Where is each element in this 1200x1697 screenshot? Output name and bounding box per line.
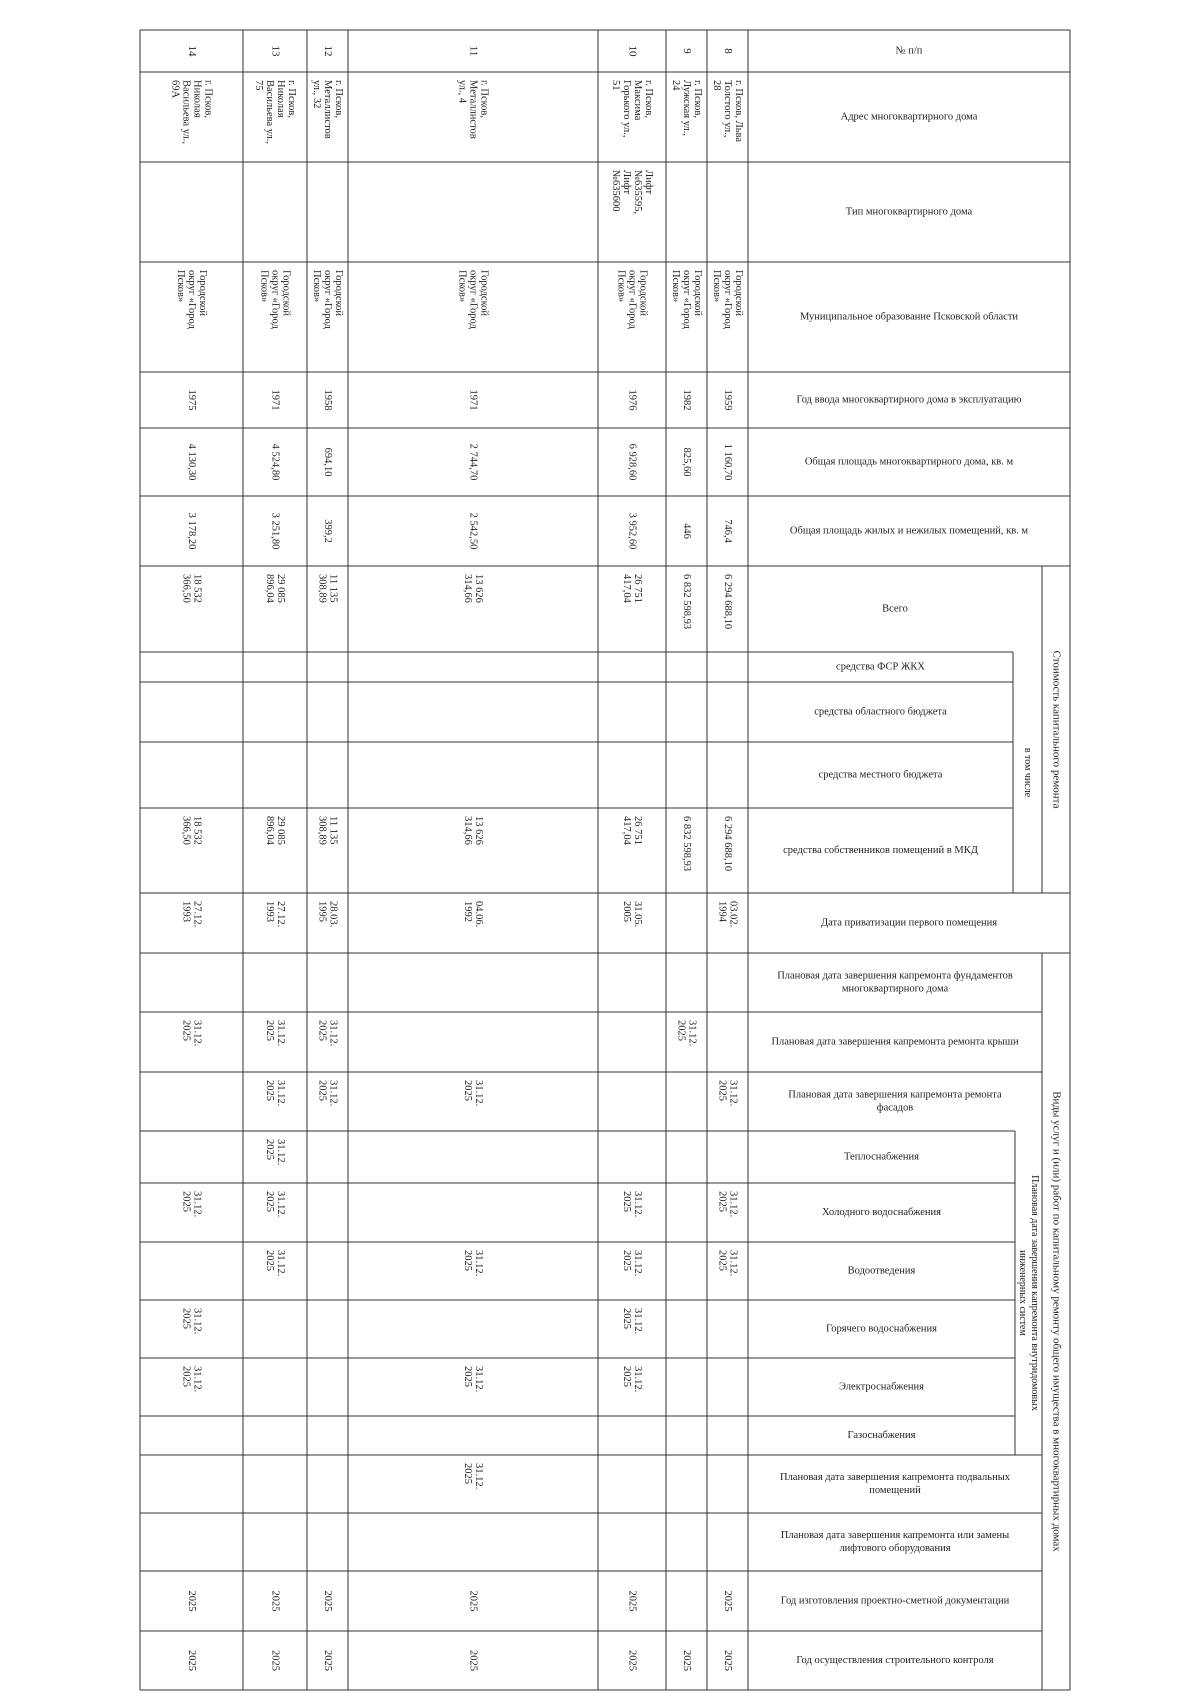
cell-privatization: 2005 [621, 901, 633, 922]
cell-sewage: 31.12. [275, 1250, 287, 1277]
cell-address: Металлистов [322, 80, 334, 139]
cell-heating: 31.12. [275, 1139, 287, 1166]
header-type: Тип многоквартирного дома [845, 206, 973, 218]
cell-basement: 2025 [462, 1463, 474, 1484]
cell-design-year: 2025 [269, 1590, 281, 1612]
cell-municipality: Псков» [670, 270, 682, 303]
cell-municipality: Псков» [615, 270, 627, 303]
cell-premises-area: 3 178,20 [186, 512, 198, 550]
header-address: Адрес многоквартирного дома [840, 111, 978, 123]
cell-year-built: 1971 [467, 389, 479, 411]
cell-control-year: 2025 [269, 1650, 281, 1671]
header-fund-regional: средства областного бюджета [814, 706, 947, 718]
cell-electricity: 31.12. [473, 1366, 485, 1393]
cell-design-year: 2025 [186, 1590, 198, 1612]
cell-privatization: 1993 [264, 901, 276, 922]
cell-cold-water: 2025 [264, 1191, 276, 1212]
cell-municipality: Городской [478, 270, 490, 317]
cell-municipality: Городской [197, 270, 209, 317]
cell-cold-water: 31.12. [275, 1191, 287, 1218]
header-foundation: многоквартирного дома [841, 983, 949, 995]
cell-address: г. Псков, [478, 80, 490, 119]
cell-cost-total: 26 751 [632, 574, 644, 603]
cell-cost-total: 896,04 [264, 574, 276, 603]
cell-address: г. Псков, [333, 80, 345, 119]
cell-address: Лужская ул., [681, 80, 693, 137]
cell-roof: 2025 [264, 1020, 276, 1041]
cell-address: 28 [711, 80, 723, 91]
cell-design-year: 2025 [467, 1590, 479, 1612]
cell-municipality: Городской [280, 270, 292, 317]
cell-facade: 31.12. [473, 1080, 485, 1107]
cell-total-area: 2 744,70 [467, 443, 479, 481]
cell-address: Николая [275, 80, 287, 118]
cell-sewage: 2025 [462, 1250, 474, 1271]
cell-sewage: 31.12. [473, 1250, 485, 1277]
cell-roof: 2025 [316, 1020, 328, 1041]
header-facade: фасадов [876, 1102, 914, 1114]
cell-privatization: 1995 [316, 901, 328, 922]
cell-municipality: Городской [637, 270, 649, 317]
cell-address: 51 [610, 80, 622, 91]
cell-fund-owners: 29 085 [275, 816, 287, 845]
cell-fund-owners: 896,04 [264, 816, 276, 845]
cell-fund-owners: 6 832 598,93 [681, 816, 693, 872]
cell-roof: 31.12. [686, 1020, 698, 1047]
cell-cold-water: 2025 [716, 1191, 728, 1212]
cell-total-area: 4 130,30 [186, 443, 198, 481]
cell-premises-area: 3 251,80 [269, 512, 281, 550]
cell-address: Васильева ул., [264, 80, 276, 145]
cell-electricity: 31.12. [191, 1366, 203, 1393]
cell-facade: 2025 [462, 1080, 474, 1101]
row-number: 8 [721, 48, 734, 54]
cell-municipality: округ «Город [722, 270, 734, 329]
cell-fund-owners: 314,66 [462, 816, 474, 845]
header-gas: Газоснабжения [847, 1429, 916, 1441]
cell-facade: 31.12. [275, 1080, 287, 1107]
row-number: 10 [626, 45, 639, 57]
cell-design-year: 2025 [626, 1590, 638, 1612]
header-heating: Теплоснабжения [844, 1151, 919, 1163]
cell-privatization: 31.05. [632, 901, 644, 928]
cell-cost-total: 29 085 [275, 574, 287, 603]
cell-fund-owners: 308,89 [316, 816, 328, 845]
cell-year-built: 1975 [186, 389, 198, 411]
header-year-built: Год ввода многоквартирного дома в эксплуатацию [796, 394, 1022, 406]
cell-municipality: Городской [733, 270, 745, 317]
header-fund-local: средства местного бюджета [818, 769, 943, 781]
cell-control-year: 2025 [467, 1650, 479, 1671]
cell-address: г. Псков, [286, 80, 298, 119]
header-design-year: Год изготовления проектно-сметной документации [780, 1595, 1010, 1607]
cell-roof: 31.12. [191, 1020, 203, 1047]
cell-cold-water: 2025 [180, 1191, 192, 1212]
header-electricity: Электроснабжения [839, 1381, 924, 1393]
header-control-year: Год осуществления строительного контроля [796, 1654, 994, 1666]
cell-municipality: округ «Город [322, 270, 334, 329]
cell-electricity: 2025 [621, 1366, 633, 1387]
cell-year-built: 1959 [722, 389, 734, 411]
cell-cost-total: 417,04 [621, 574, 633, 603]
row-number: 11 [467, 45, 480, 57]
cell-address: г. Псков, [643, 80, 655, 119]
cell-address: Горького ул., [621, 80, 633, 138]
cell-premises-area: 399,2 [322, 519, 334, 543]
cell-address: 69А [169, 80, 181, 99]
cell-facade: 2025 [264, 1080, 276, 1101]
cell-facade: 2025 [316, 1080, 328, 1101]
cell-municipality: округ «Город [467, 270, 479, 329]
cell-municipality: Псков» [258, 270, 270, 303]
cell-address: ул., 32 [311, 80, 323, 109]
cell-address: Васильева ул., [180, 80, 192, 145]
cell-cost-total: 314,66 [462, 574, 474, 603]
cell-privatization: 27.12. [275, 901, 287, 928]
header-works-group: Виды услуг и (или) работ по капитальному ремонту общего имущества в многоквартирных домах [1050, 1091, 1063, 1552]
cell-cost-total: 11 135 [327, 574, 339, 603]
cell-basement: 31.12. [473, 1463, 485, 1490]
cell-control-year: 2025 [322, 1650, 334, 1671]
cell-roof: 2025 [675, 1020, 687, 1041]
cell-municipality: округ «Город [269, 270, 281, 329]
cell-type: №635600 [610, 170, 622, 212]
cell-cold-water: 31.12. [727, 1191, 739, 1218]
cell-hot-water: 2025 [621, 1308, 633, 1329]
header-fund-fsr: средства ФСР ЖКХ [836, 661, 925, 673]
cell-fund-owners: 26 751 [632, 816, 644, 845]
header-num: № п/п [895, 45, 923, 57]
cell-facade: 31.12. [727, 1080, 739, 1107]
header-cold-water: Холодного водоснабжения [822, 1206, 941, 1218]
cell-heating: 2025 [264, 1139, 276, 1160]
cell-cost-total: 18 532 [191, 574, 203, 603]
cell-address: ул., 4 [456, 80, 468, 104]
cell-premises-area: 446 [681, 523, 693, 539]
row-number: 9 [680, 48, 693, 54]
cell-address: Николая [191, 80, 203, 118]
cell-municipality: Городской [692, 270, 704, 317]
cell-type: №635595, [632, 170, 644, 215]
row-number: 13 [269, 45, 282, 57]
cell-privatization: 03.02. [727, 901, 739, 928]
header-cost-total: Всего [882, 603, 908, 615]
cell-total-area: 825,60 [681, 447, 693, 477]
cell-design-year: 2025 [322, 1590, 334, 1612]
cell-control-year: 2025 [681, 1650, 693, 1671]
cell-municipality: Городской [333, 270, 345, 317]
cell-privatization: 1992 [462, 901, 474, 922]
cell-address: г. Псков, Льва [733, 80, 745, 143]
cell-total-area: 6 928,60 [626, 443, 638, 481]
header-basement: Плановая дата завершения капремонта подвальных [779, 1471, 1011, 1483]
cell-privatization: 04.06. [473, 901, 485, 928]
header-sewage: Водоотведения [847, 1265, 916, 1277]
cell-type: Лифт [621, 170, 633, 195]
cell-cost-total: 13 626 [473, 574, 485, 603]
cell-privatization: 27.12. [191, 901, 203, 928]
cell-total-area: 4 524,80 [269, 443, 281, 481]
cell-total-area: 694,10 [322, 447, 334, 477]
cell-cost-total: 6 832 598,93 [681, 574, 693, 630]
cell-municipality: округ «Город [681, 270, 693, 329]
cell-address: 75 [253, 80, 265, 91]
header-total-area: Общая площадь многоквартирного дома, кв. м [804, 456, 1014, 468]
cell-privatization: 1994 [716, 901, 728, 922]
header-municipality: Муниципальное образование Псковской области [799, 311, 1019, 323]
cell-privatization: 1993 [180, 901, 192, 922]
cell-premises-area: 3 952,60 [626, 512, 638, 550]
cell-municipality: округ «Город [626, 270, 638, 329]
cell-cold-water: 2025 [621, 1191, 633, 1212]
cell-year-built: 1976 [626, 389, 638, 411]
cell-premises-area: 746,4 [722, 519, 734, 543]
cell-address: 24 [670, 80, 682, 91]
cell-sewage: 2025 [264, 1250, 276, 1271]
cell-sewage: 2025 [716, 1250, 728, 1271]
cell-fund-owners: 366,50 [180, 816, 192, 845]
cell-hot-water: 31.12. [632, 1308, 644, 1335]
cell-year-built: 1958 [322, 389, 334, 411]
row-number: 12 [321, 45, 334, 57]
header-basement: помещений [869, 1484, 921, 1496]
cell-year-built: 1971 [269, 389, 281, 411]
cell-year-built: 1982 [681, 389, 693, 411]
header-incl: в том числе [1022, 747, 1034, 798]
cell-cost-total: 6 294 688,10 [722, 574, 734, 630]
cell-fund-owners: 18 532 [191, 816, 203, 845]
header-fund-owners: средства собственников помещений в МКД [783, 844, 978, 856]
cell-address: Максима [632, 80, 644, 121]
cell-control-year: 2025 [186, 1650, 198, 1671]
cell-electricity: 31.12. [632, 1366, 644, 1393]
row-number: 14 [185, 45, 198, 57]
cell-sewage: 2025 [621, 1250, 633, 1271]
cell-fund-owners: 417,04 [621, 816, 633, 845]
header-facade: Плановая дата завершения капремонта ремонта [788, 1089, 1002, 1101]
header-elevator: лифтового оборудования [839, 1542, 951, 1554]
cell-hot-water: 31.12. [191, 1308, 203, 1335]
cell-type: Лифт [643, 170, 655, 195]
cell-sewage: 31.12. [632, 1250, 644, 1277]
cell-fund-owners: 11 135 [327, 816, 339, 845]
cell-municipality: Псков» [311, 270, 323, 303]
cell-control-year: 2025 [722, 1650, 734, 1671]
cell-roof: 31.12. [275, 1020, 287, 1047]
cell-sewage: 31.12. [727, 1250, 739, 1277]
header-elevator: Плановая дата завершения капремонта или замены [780, 1529, 1010, 1541]
cell-municipality: Псков» [456, 270, 468, 303]
cell-address: Толстого ул., [722, 80, 734, 138]
cell-address: г. Псков, [202, 80, 214, 119]
cell-control-year: 2025 [626, 1650, 638, 1671]
header-engineering-group: Плановая дата завершения капремонта внутридомовых [1029, 1175, 1041, 1411]
cell-cost-total: 308,89 [316, 574, 328, 603]
header-foundation: Плановая дата завершения капремонта фундаментов [777, 970, 1013, 982]
cell-design-year: 2025 [722, 1590, 734, 1612]
cell-cost-total: 366,50 [180, 574, 192, 603]
header-premises-area: Общая площадь жилых и нежилых помещений, кв. м [789, 525, 1029, 537]
cell-cold-water: 31.12. [191, 1191, 203, 1218]
header-engineering-group: инженерных систем [1017, 1250, 1029, 1336]
cell-hot-water: 2025 [180, 1308, 192, 1329]
cell-electricity: 2025 [462, 1366, 474, 1387]
cell-facade: 31.12. [327, 1080, 339, 1107]
cell-cold-water: 31.12. [632, 1191, 644, 1218]
header-hot-water: Горячего водоснабжения [826, 1323, 937, 1335]
cell-fund-owners: 6 294 688,10 [722, 816, 734, 872]
cell-roof: 31.12. [327, 1020, 339, 1047]
cell-facade: 2025 [716, 1080, 728, 1101]
cell-premises-area: 2 542,50 [467, 512, 479, 550]
cell-address: Металлистов [467, 80, 479, 139]
cell-roof: 2025 [180, 1020, 192, 1041]
cell-municipality: Псков» [711, 270, 723, 303]
cell-municipality: округ «Город [186, 270, 198, 329]
cell-address: г. Псков, [692, 80, 704, 119]
cell-total-area: 1 160,70 [722, 443, 734, 481]
cell-fund-owners: 13 626 [473, 816, 485, 845]
header-roof: Плановая дата завершения капремонта ремонта крыши [771, 1036, 1019, 1048]
cell-municipality: Псков» [175, 270, 187, 303]
cell-electricity: 2025 [180, 1366, 192, 1387]
header-cost-group: Стоимость капитального ремонта [1050, 650, 1063, 809]
header-privatization: Дата приватизации первого помещения [820, 917, 998, 929]
cell-privatization: 28.03. [327, 901, 339, 928]
